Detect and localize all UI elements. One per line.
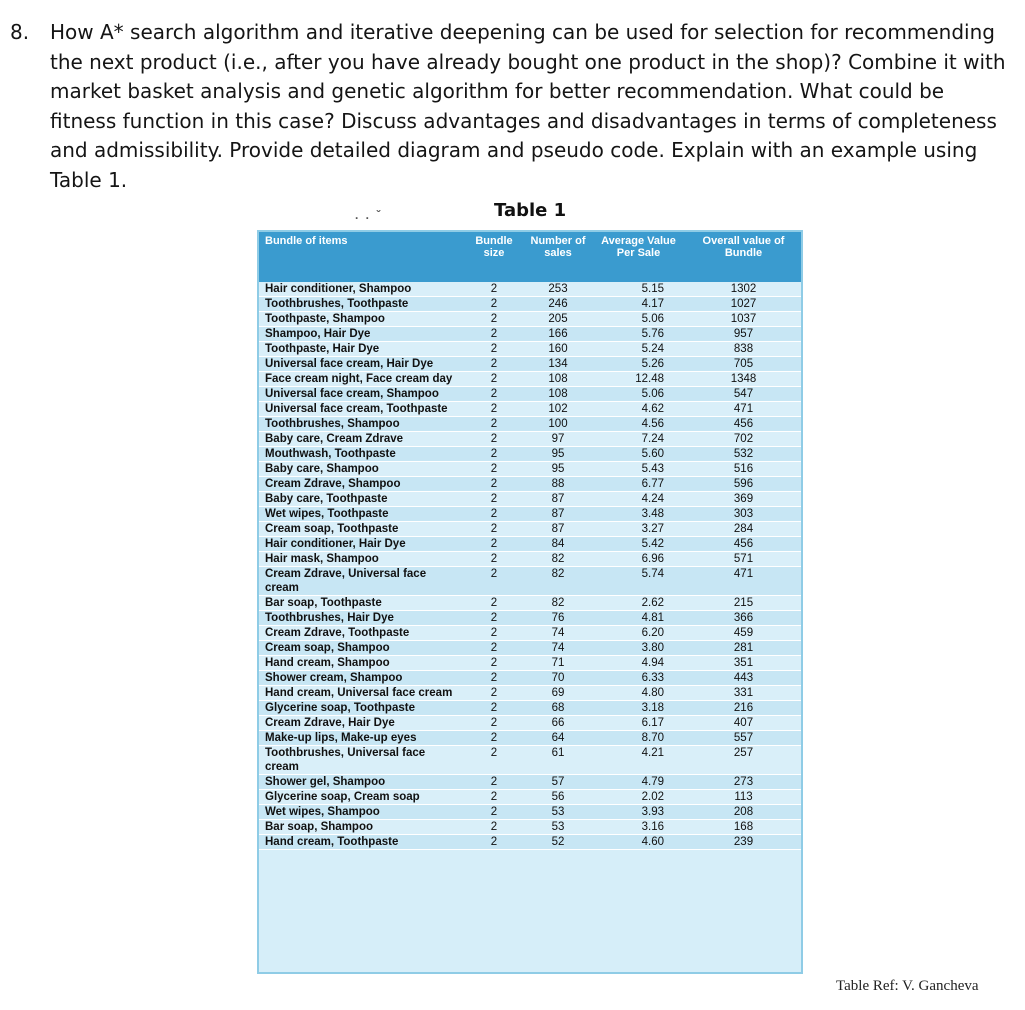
bundle-name-cell: Cream Zdrave, Hair Dye (259, 716, 463, 731)
table-row (259, 432, 801, 447)
table-header-row (259, 232, 801, 282)
bundle-name-cell: Universal face cream, Shampoo (259, 387, 463, 402)
bundle-name-cell: Cream Zdrave, Shampoo (259, 477, 463, 492)
average-value-cell: 4.56 (591, 417, 686, 432)
bundle-size-cell: 2 (463, 522, 525, 537)
table-row (259, 402, 801, 417)
bundle-size-cell: 2 (463, 552, 525, 567)
bundle-size-cell: 2 (463, 567, 525, 596)
bundle-size-cell: 2 (463, 626, 525, 641)
bundle-name-cell: Face cream night, Face cream day (259, 372, 463, 387)
bundle-name-cell: Hair mask, Shampoo (259, 552, 463, 567)
bundle-size-cell: 2 (463, 701, 525, 716)
bundle-size-cell: 2 (463, 775, 525, 790)
bundle-size-cell: 2 (463, 282, 525, 297)
sales-count-cell: 68 (525, 701, 591, 716)
sales-count-cell: 134 (525, 357, 591, 372)
average-value-cell: 3.27 (591, 522, 686, 537)
bundle-size-cell: 2 (463, 731, 525, 746)
bundle-size-cell: 2 (463, 790, 525, 805)
sales-count-cell: 88 (525, 477, 591, 492)
average-value-cell: 4.62 (591, 402, 686, 417)
bundle-size-cell: 2 (463, 507, 525, 522)
overall-value-cell: 303 (686, 507, 801, 522)
sales-count-cell: 76 (525, 611, 591, 626)
overall-value-cell: 547 (686, 387, 801, 402)
sales-count-cell: 100 (525, 417, 591, 432)
average-value-cell: 5.43 (591, 462, 686, 477)
table-row (259, 447, 801, 462)
sales-count-cell: 87 (525, 507, 591, 522)
table-row (259, 372, 801, 387)
stray-marks: . . ˇ (355, 208, 383, 222)
overall-value-cell: 596 (686, 477, 801, 492)
average-value-cell: 5.06 (591, 312, 686, 327)
overall-value-cell: 456 (686, 417, 801, 432)
overall-value-cell: 407 (686, 716, 801, 731)
average-value-cell: 4.21 (591, 746, 686, 775)
header-bundle: Bundle of items (259, 232, 463, 282)
bundle-size-cell: 2 (463, 492, 525, 507)
header-sales: Number of sales (525, 232, 591, 282)
sales-count-cell: 53 (525, 805, 591, 820)
average-value-cell: 6.33 (591, 671, 686, 686)
average-value-cell: 2.02 (591, 790, 686, 805)
bundle-name-cell: Glycerine soap, Cream soap (259, 790, 463, 805)
sales-count-cell: 84 (525, 537, 591, 552)
bundle-size-cell: 2 (463, 641, 525, 656)
sales-count-cell: 71 (525, 656, 591, 671)
question-text: How A* search algorithm and iterative deepening can be used for selection for recommending the next product (i.e., after you have already bought one product in the shop)? Combine it with market basket analysis and genetic algorithm for better recommendation. What could be fitness function in this case? Discuss advantages and disadvantages in terms of completeness and admissibility. Provide detailed diagram and pseudo code. Explain with an example using Table 1. (50, 20, 1006, 192)
bundle-size-cell: 2 (463, 671, 525, 686)
average-value-cell: 4.24 (591, 492, 686, 507)
bundle-name-cell: Shampoo, Hair Dye (259, 327, 463, 342)
table-row (259, 462, 801, 477)
sales-count-cell: 82 (525, 552, 591, 567)
bundle-name-cell: Hand cream, Shampoo (259, 656, 463, 671)
average-value-cell: 3.93 (591, 805, 686, 820)
bundle-name-cell: Toothpaste, Shampoo (259, 312, 463, 327)
overall-value-cell: 516 (686, 462, 801, 477)
average-value-cell: 8.70 (591, 731, 686, 746)
overall-value-cell: 1302 (686, 282, 801, 297)
average-value-cell: 5.60 (591, 447, 686, 462)
bundle-size-cell: 2 (463, 312, 525, 327)
bundle-size-cell: 2 (463, 357, 525, 372)
bundle-size-cell: 2 (463, 297, 525, 312)
bundle-name-cell: Baby care, Toothpaste (259, 492, 463, 507)
overall-value-cell: 456 (686, 537, 801, 552)
bundle-name-cell: Toothbrushes, Shampoo (259, 417, 463, 432)
table-row (259, 820, 801, 835)
overall-value-cell: 208 (686, 805, 801, 820)
sales-count-cell: 64 (525, 731, 591, 746)
bundle-size-cell: 2 (463, 372, 525, 387)
average-value-cell: 6.96 (591, 552, 686, 567)
table-reference: Table Ref: V. Gancheva (836, 978, 979, 994)
header-size: Bundle size (463, 232, 525, 282)
average-value-cell: 4.60 (591, 835, 686, 850)
overall-value-cell: 331 (686, 686, 801, 701)
average-value-cell: 12.48 (591, 372, 686, 387)
average-value-cell: 4.17 (591, 297, 686, 312)
average-value-cell: 4.81 (591, 611, 686, 626)
sales-count-cell: 95 (525, 447, 591, 462)
bundle-size-cell: 2 (463, 402, 525, 417)
overall-value-cell: 443 (686, 671, 801, 686)
sales-count-cell: 74 (525, 626, 591, 641)
table-row (259, 282, 801, 297)
overall-value-cell: 257 (686, 746, 801, 775)
average-value-cell: 5.24 (591, 342, 686, 357)
bundle-name-cell: Make-up lips, Make-up eyes (259, 731, 463, 746)
overall-value-cell: 838 (686, 342, 801, 357)
sales-count-cell: 82 (525, 567, 591, 596)
overall-value-cell: 459 (686, 626, 801, 641)
sales-count-cell: 95 (525, 462, 591, 477)
table-row (259, 327, 801, 342)
sales-count-cell: 57 (525, 775, 591, 790)
bundle-name-cell: Shower gel, Shampoo (259, 775, 463, 790)
average-value-cell: 3.16 (591, 820, 686, 835)
header-overall: Overall value of Bundle (686, 232, 801, 282)
bundle-size-cell: 2 (463, 432, 525, 447)
sales-count-cell: 205 (525, 312, 591, 327)
average-value-cell: 2.62 (591, 596, 686, 611)
bundle-name-cell: Toothbrushes, Toothpaste (259, 297, 463, 312)
overall-value-cell: 273 (686, 775, 801, 790)
table-row (259, 567, 801, 596)
bundle-size-cell: 2 (463, 656, 525, 671)
table-body (259, 282, 801, 850)
table-row (259, 686, 801, 701)
bundle-table-container (257, 230, 803, 974)
bundle-name-cell: Bar soap, Shampoo (259, 820, 463, 835)
bundle-name-cell: Shower cream, Shampoo (259, 671, 463, 686)
sales-count-cell: 166 (525, 327, 591, 342)
average-value-cell: 5.74 (591, 567, 686, 596)
table-row (259, 656, 801, 671)
average-value-cell: 3.80 (591, 641, 686, 656)
bundle-size-cell: 2 (463, 327, 525, 342)
table-row (259, 835, 801, 850)
sales-count-cell: 108 (525, 372, 591, 387)
sales-count-cell: 69 (525, 686, 591, 701)
bundle-name-cell: Toothbrushes, Universal face cream (259, 746, 463, 775)
overall-value-cell: 957 (686, 327, 801, 342)
table-row (259, 522, 801, 537)
sales-count-cell: 160 (525, 342, 591, 357)
overall-value-cell: 557 (686, 731, 801, 746)
overall-value-cell: 351 (686, 656, 801, 671)
table-title: Table 1 (494, 200, 567, 221)
bundle-name-cell: Hand cream, Universal face cream (259, 686, 463, 701)
table-row (259, 357, 801, 372)
table-row (259, 701, 801, 716)
average-value-cell: 6.20 (591, 626, 686, 641)
average-value-cell: 6.17 (591, 716, 686, 731)
table-row (259, 731, 801, 746)
table-row (259, 641, 801, 656)
average-value-cell: 5.42 (591, 537, 686, 552)
sales-count-cell: 53 (525, 820, 591, 835)
sales-count-cell: 87 (525, 522, 591, 537)
overall-value-cell: 281 (686, 641, 801, 656)
bundle-size-cell: 2 (463, 611, 525, 626)
overall-value-cell: 284 (686, 522, 801, 537)
sales-count-cell: 82 (525, 596, 591, 611)
table-row (259, 552, 801, 567)
bundle-name-cell: Universal face cream, Toothpaste (259, 402, 463, 417)
average-value-cell: 6.77 (591, 477, 686, 492)
table-row (259, 297, 801, 312)
bundle-size-cell: 2 (463, 716, 525, 731)
table-row (259, 805, 801, 820)
bundle-name-cell: Universal face cream, Hair Dye (259, 357, 463, 372)
bundle-name-cell: Baby care, Shampoo (259, 462, 463, 477)
table-row (259, 312, 801, 327)
overall-value-cell: 215 (686, 596, 801, 611)
average-value-cell: 4.80 (591, 686, 686, 701)
bundle-name-cell: Cream Zdrave, Toothpaste (259, 626, 463, 641)
overall-value-cell: 366 (686, 611, 801, 626)
average-value-cell: 7.24 (591, 432, 686, 447)
sales-count-cell: 102 (525, 402, 591, 417)
bundle-name-cell: Hand cream, Toothpaste (259, 835, 463, 850)
sales-count-cell: 74 (525, 641, 591, 656)
overall-value-cell: 216 (686, 701, 801, 716)
overall-value-cell: 1348 (686, 372, 801, 387)
bundle-name-cell: Bar soap, Toothpaste (259, 596, 463, 611)
table-row (259, 537, 801, 552)
bundle-name-cell: Cream soap, Shampoo (259, 641, 463, 656)
bundle-name-cell: Wet wipes, Shampoo (259, 805, 463, 820)
bundle-name-cell: Hair conditioner, Shampoo (259, 282, 463, 297)
average-value-cell: 5.06 (591, 387, 686, 402)
overall-value-cell: 1037 (686, 312, 801, 327)
bundle-size-cell: 2 (463, 686, 525, 701)
overall-value-cell: 702 (686, 432, 801, 447)
table-row (259, 387, 801, 402)
table-row (259, 507, 801, 522)
average-value-cell: 5.76 (591, 327, 686, 342)
bundle-table (259, 232, 801, 850)
average-value-cell: 4.94 (591, 656, 686, 671)
table-row (259, 342, 801, 357)
bundle-size-cell: 2 (463, 342, 525, 357)
sales-count-cell: 61 (525, 746, 591, 775)
table-row (259, 671, 801, 686)
average-value-cell: 3.48 (591, 507, 686, 522)
bundle-size-cell: 2 (463, 462, 525, 477)
sales-count-cell: 87 (525, 492, 591, 507)
bundle-size-cell: 2 (463, 417, 525, 432)
bundle-size-cell: 2 (463, 835, 525, 850)
sales-count-cell: 97 (525, 432, 591, 447)
overall-value-cell: 369 (686, 492, 801, 507)
sales-count-cell: 246 (525, 297, 591, 312)
overall-value-cell: 471 (686, 402, 801, 417)
overall-value-cell: 113 (686, 790, 801, 805)
bundle-size-cell: 2 (463, 477, 525, 492)
bundle-name-cell: Cream soap, Toothpaste (259, 522, 463, 537)
sales-count-cell: 70 (525, 671, 591, 686)
bundle-name-cell: Toothbrushes, Hair Dye (259, 611, 463, 626)
bundle-name-cell: Glycerine soap, Toothpaste (259, 701, 463, 716)
overall-value-cell: 571 (686, 552, 801, 567)
bundle-size-cell: 2 (463, 537, 525, 552)
bundle-name-cell: Cream Zdrave, Universal face cream (259, 567, 463, 596)
table-row (259, 746, 801, 775)
table-row (259, 596, 801, 611)
bundle-size-cell: 2 (463, 387, 525, 402)
bundle-size-cell: 2 (463, 805, 525, 820)
bundle-size-cell: 2 (463, 447, 525, 462)
bundle-name-cell: Hair conditioner, Hair Dye (259, 537, 463, 552)
header-avg: Average Value Per Sale (591, 232, 686, 282)
overall-value-cell: 471 (686, 567, 801, 596)
overall-value-cell: 532 (686, 447, 801, 462)
overall-value-cell: 168 (686, 820, 801, 835)
bundle-name-cell: Baby care, Cream Zdrave (259, 432, 463, 447)
table-row (259, 417, 801, 432)
table-row (259, 790, 801, 805)
average-value-cell: 3.18 (591, 701, 686, 716)
average-value-cell: 4.79 (591, 775, 686, 790)
sales-count-cell: 253 (525, 282, 591, 297)
bundle-size-cell: 2 (463, 596, 525, 611)
average-value-cell: 5.26 (591, 357, 686, 372)
bundle-size-cell: 2 (463, 820, 525, 835)
sales-count-cell: 56 (525, 790, 591, 805)
sales-count-cell: 108 (525, 387, 591, 402)
bundle-name-cell: Toothpaste, Hair Dye (259, 342, 463, 357)
table-row (259, 716, 801, 731)
sales-count-cell: 52 (525, 835, 591, 850)
average-value-cell: 5.15 (591, 282, 686, 297)
bundle-name-cell: Mouthwash, Toothpaste (259, 447, 463, 462)
bundle-size-cell: 2 (463, 746, 525, 775)
overall-value-cell: 239 (686, 835, 801, 850)
bundle-name-cell: Wet wipes, Toothpaste (259, 507, 463, 522)
table-row (259, 611, 801, 626)
overall-value-cell: 1027 (686, 297, 801, 312)
table-row (259, 775, 801, 790)
table-row (259, 492, 801, 507)
overall-value-cell: 705 (686, 357, 801, 372)
sales-count-cell: 66 (525, 716, 591, 731)
question-number: 8. (10, 20, 30, 44)
table-row (259, 626, 801, 641)
table-row (259, 477, 801, 492)
